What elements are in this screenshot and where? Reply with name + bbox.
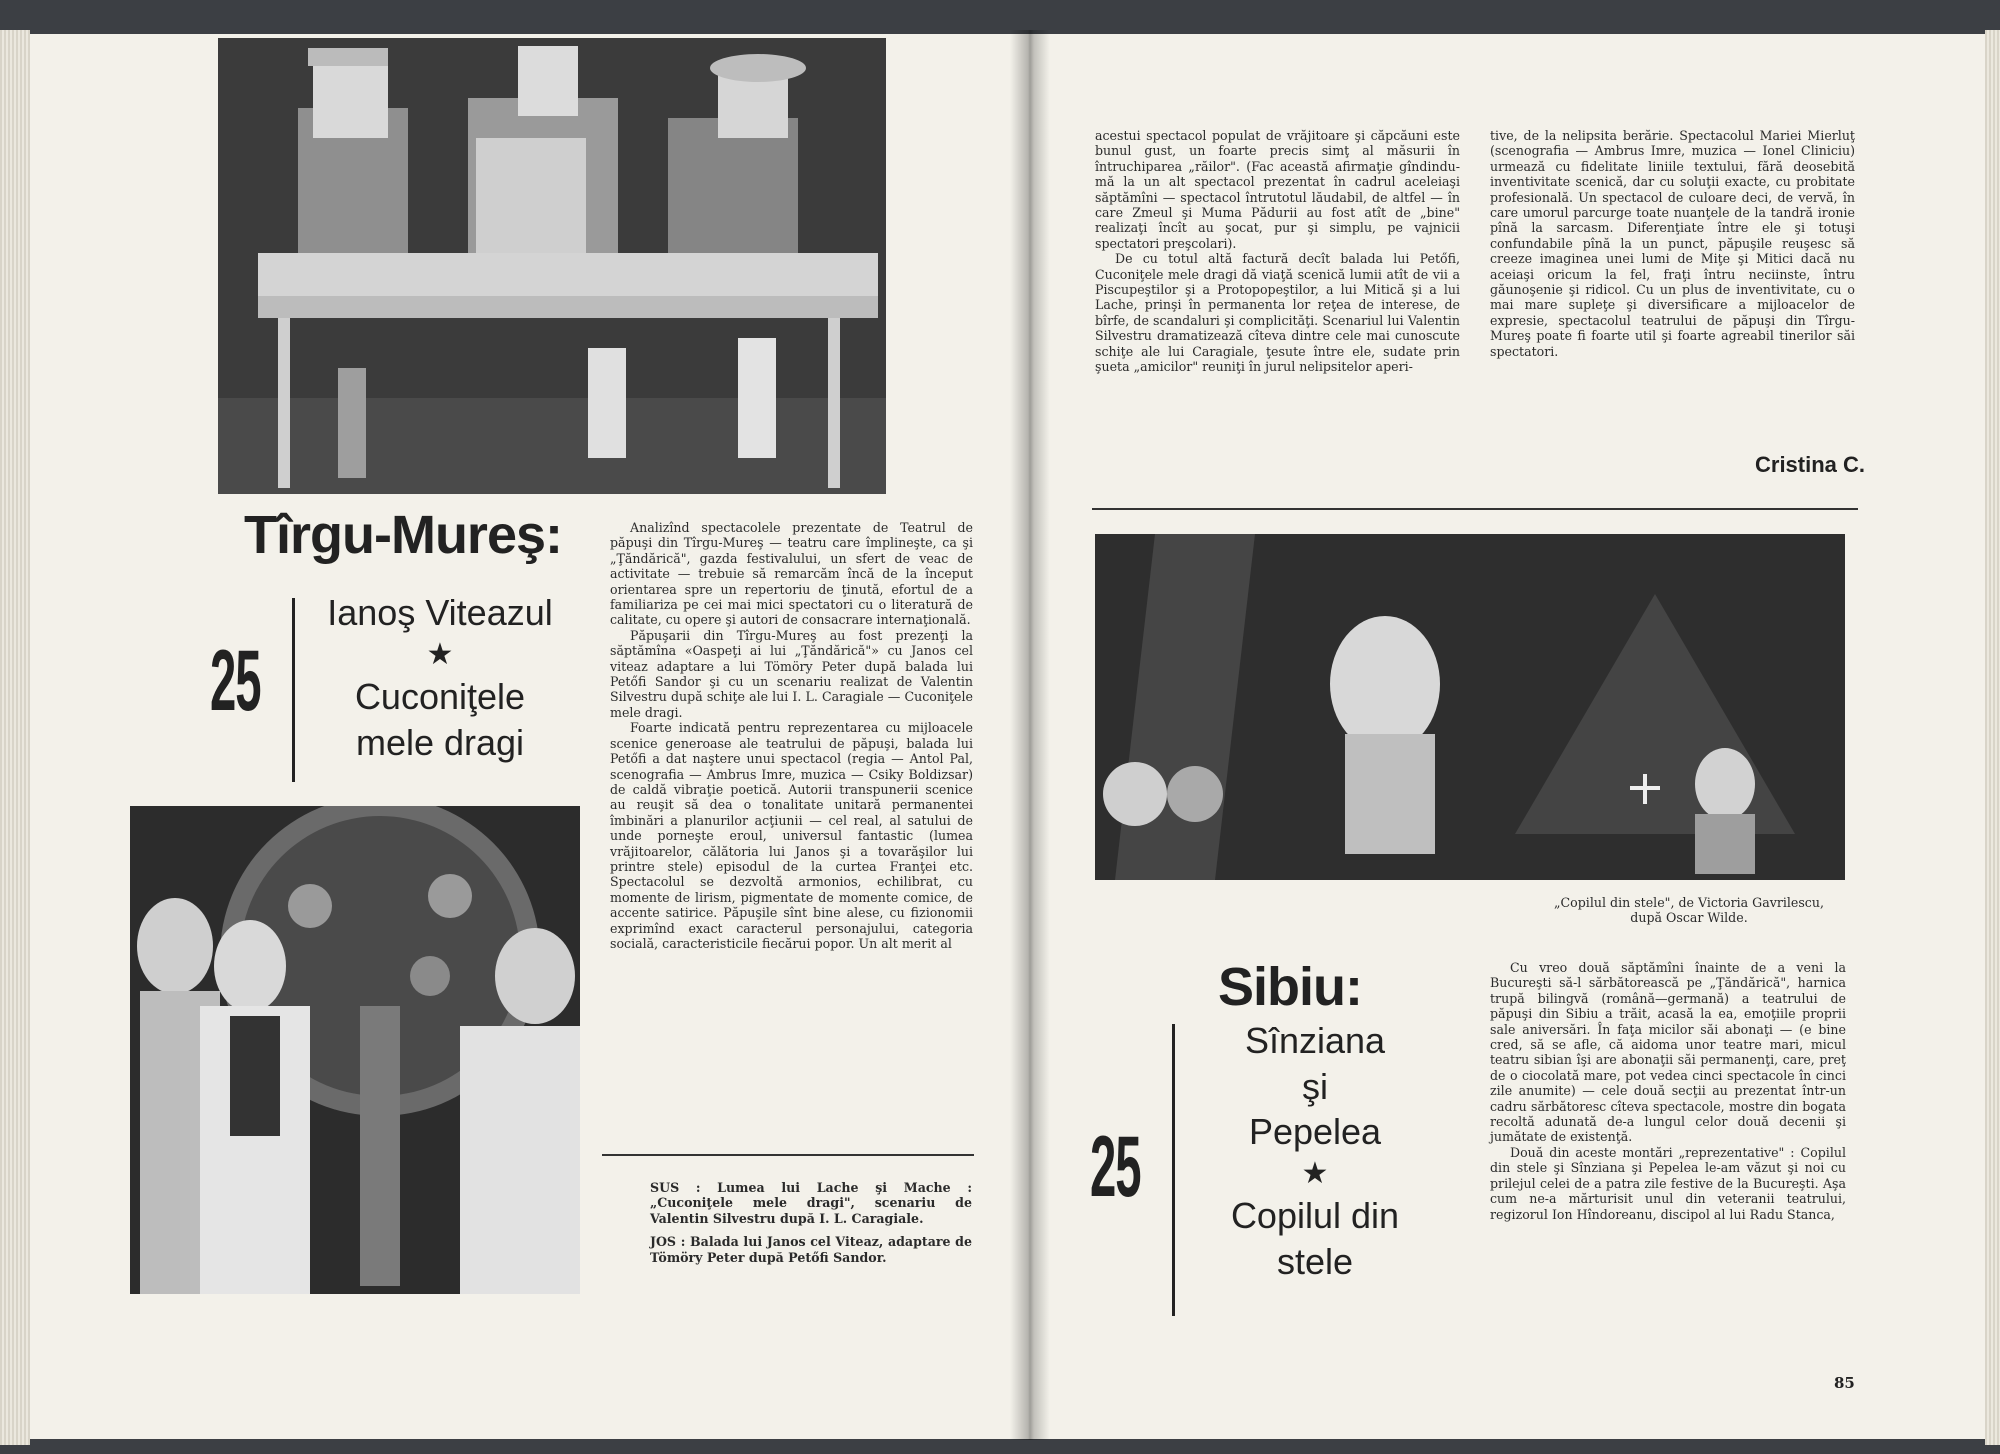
paragraph: Două din aceste montări „reprezentative" : Copilul din stele şi Sînziana şi Pepelea le-am văzut şi noi cu prilejul celei de a patra zile festive de la Bucureşti. Aşa cum ne-a mărturisit unul din veteranii teatrului, regizorul Ion Hîndoreanu, discipol al lui Radu Stanca, <box>1490 1144 1846 1222</box>
section-divider <box>1092 508 1858 510</box>
caption-bottom: JOS : Balada lui Janos cel Viteaz, adaptare de Tömöry Peter după Petőfi Sandor. <box>650 1234 972 1265</box>
caption-divider <box>602 1154 974 1156</box>
author-signature: Cristina C. <box>1755 452 1866 477</box>
play-title-1: Ianoş Viteazul <box>327 592 553 633</box>
article-column-left <box>610 520 973 951</box>
page-number: 85 <box>1834 1374 1855 1392</box>
article-column-right-top-2 <box>1490 128 1855 359</box>
city-heading-tirgu-mures: Tîrgu-Mureş: <box>244 505 562 565</box>
anniversary-number: 25 <box>210 633 261 729</box>
caption-top: SUS : Lumea lui Lache şi Mache : „Cuconiţele mele dragi", scenariu de Valentin Silvestru după I. L. Caragiale. <box>650 1180 972 1226</box>
paragraph: Păpuşarii din Tîrgu-Mureş au fost prezenţi la săptămîna «Oaspeţi ai lui „Ţăndărică"» cu Janos cel viteaz adaptare a lui Tömöry Peter după balada lui Petőfi Sandor şi cu un scenariu realizat de Valentin Silvestru după schiţe ale lui I. L. Caragiale — Cuconiţele mele dragi. <box>610 627 973 720</box>
book-page-edges-right <box>1985 30 2000 1445</box>
photo-captions <box>650 1180 972 1273</box>
photo-puppets-at-table <box>218 38 886 494</box>
play-titles-sibiu <box>1175 1018 1455 1285</box>
play-title-2: Cuconiţele mele dragi <box>354 675 526 763</box>
photo-copilul-din-stele <box>1095 534 1845 880</box>
paragraph: acestui spectacol populat de vrăjitoare şi căpcăuni este bunul gust, un foarte precis simţ al măsurii în întruchiparea „răilor". (Fac această afirmaţie gîndindu-mă la un alt spectacol prezentat în cadrul aceleiaşi săptămîni — spectacol întrutotul lăudabil, de altfel — în care Zmeul şi Muma Pădurii au fost atît de „bine" realizaţi încît au şocat, pur şi simplu, pe vajnicii spectatori preşcolari). <box>1095 128 1460 251</box>
play-titles-tirgu-mures <box>300 590 580 765</box>
paragraph: De cu totul altă factură decît balada lui Petőfi, Cuconiţele mele dragi dă viaţă scenică lumii atît de vii a Piscupeştilor şi a Protopopeştilor, a lui Mitică şi a lui Lache, prinşi în permanenta lor reţea de interese, de bîrfe, de scandaluri şi complicităţi. Scenariul lui Valentin Silvestru dramatizează cîteva dintre cele mai cunoscute schiţe ale lui Caragiale, ţesute între ele, sudate prin şueta „amicilor" reuniţi în jurul nelipsitelor aperi- <box>1095 251 1460 375</box>
book-spine-shadow <box>1010 30 1050 1440</box>
play-title-1: Sînziana şi Pepelea <box>1244 1020 1386 1153</box>
star-icon: ★ <box>1301 1157 1329 1191</box>
paragraph: Foarte indicată pentru reprezentarea cu mijloacele scenice generoase ale teatrului de păpuşi, balada lui Petőfi a dat naştere unui spectacol (regia — Antol Pal, scenografia — Ambrus Imre, muzica — Csiky Boldizsar) de caldă vibraţie poetică. Autorii transpunerii scenice au reuşit să dea o tonalitate unitară permanentei îmbinări a planurilor acţiunii — cel real, al satului de unde porneşte eroul, universul fantastic (lumea vrăjitoarelor, călătoria lui Janos şi a tovarăşilor lui printre stele) episodul de la curtea Franţei etc. Spectacolul se dezvoltă armonios, echilibrat, cu momente de lirism, pigmentate de momente comice, de accente satirice. Păpuşile sînt bine alese, cu fizionomii exprimînd exact caracterul personajului, categoria socială, caracteristicile fiecărui popor. Un alt merit al <box>610 720 973 951</box>
paragraph: Cu vreo două săptămîni înainte de a veni la Bucureşti să-l sărbătorească pe „Ţăndărică", harnica trupă bilingvă (română—germană) a teatrului de păpuşi din Sibiu a trăit, acasă la ea, emoţiile proprii sale aniversări. În faţa micilor săi abonaţi — (e bine cred, să se afle, că aidoma unor teatre mari, micul teatru sibian îşi are abonaţii săi permanenţi, care, preţ de o ciocolată mare, pot vedea cinci spectacole în cinci zile anumite) — cele două secţii au prezentat într-un cadru sărbătoresc cîteva spectacole, mostre din bogata recoltă adunată de-a lungul celor două decenii şi jumătate de existenţă. <box>1490 960 1846 1145</box>
book-page-edges-left <box>0 30 30 1445</box>
article-column-right-top-1 <box>1095 128 1460 375</box>
photo-caption-right: „Copilul din stele", de Victoria Gavrilescu, după Oscar Wilde. <box>1554 895 1824 926</box>
paragraph: Analizînd spectacolele prezentate de Teatrul de păpuşi din Tîrgu-Mureş — teatru care împlineşte, ca şi „Ţăndărică", gazda festivalului, un sfert de veac de activitate — trebuie să remarcăm încă de la început orientarea spre un repertoriu de ţinută, efortul de a familiariza pe cei mai mici spectatori cu o literatură de calitate, cu opere şi autori de consacrare internaţională. <box>610 520 973 628</box>
photo-puppets-janos <box>130 806 580 1294</box>
city-heading-sibiu: Sibiu: <box>1218 957 1362 1017</box>
play-title-2: Copilul din stele <box>1230 1195 1400 1282</box>
star-icon: ★ <box>426 637 454 671</box>
paragraph: tive, de la nelipsita berărie. Spectacolul Mariei Mierluţ (scenografia — Ambrus Imre, muzica — Ionel Cliniciu) urmează cu fidelitate liniile textului, fără deosebită inventivitate scenică, dar cu soluţii exacte, cu probitate profesională. Un spectacol de culoare deci, de vervă, în care umorul parcurge toate nuanţele de la tandră ironie pînă la sarcasm. Diferenţiate între ele şi totuşi confundabile pînă la un punct, păpuşile reuşesc să creeze imaginea unei lumi de Miţe şi Mitici dacă nu aceiaşi oricum la fel, fraţi întru neciinste, întru găunoşenie şi ridicol. Cu un plus de inventivitate, cu o mai mare supleţe şi diversificare a mijloacelor de expresie, spectacolul teatrului de păpuşi din Tîrgu-Mureş poate fi foarte util şi foarte agreabil tinerilor săi spectatori. <box>1490 128 1855 359</box>
anniversary-number: 25 <box>1090 1119 1141 1215</box>
vertical-divider <box>292 598 295 782</box>
article-column-sibiu <box>1490 960 1846 1222</box>
